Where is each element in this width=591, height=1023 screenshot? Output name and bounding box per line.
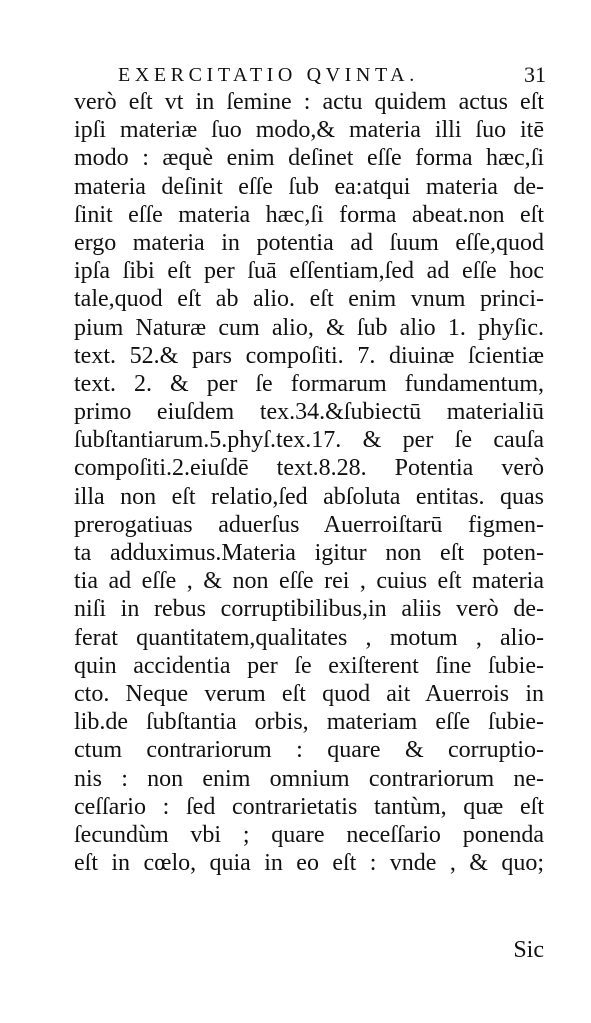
text-line: modo : æquè enim deſinet eſſe forma hæc,ſi — [74, 145, 544, 172]
text-line: pium Naturæ cum alio, & ſub alio 1. phyſic. — [74, 314, 544, 341]
body-text — [74, 88, 544, 877]
text-line: cto. Neque verum eſt quod ait Auerrois in — [74, 680, 544, 707]
catchword-row — [74, 935, 544, 965]
text-line: text. 2. & per ſe formarum fundamentum, — [74, 370, 544, 397]
running-title: EXERCITATIO QVINTA. — [118, 64, 419, 86]
text-line: ſecundùm vbi ; quare neceſſario ponenda — [74, 821, 544, 848]
text-line: ceſſario : ſed contrarietatis tantùm, quæ eſt — [74, 793, 544, 820]
text-line: illa non eſt relatio,ſed abſoluta entitas. quas — [74, 483, 544, 510]
text-line: lib.de ſubſtantia orbis, materiam eſſe ſubie- — [74, 709, 544, 736]
text-line: eſt in cœlo, quia in eo eſt : vnde , & quo; — [74, 850, 544, 877]
text-line: ferat quantitatem,qualitates , motum , alio- — [74, 624, 544, 651]
text-line: ſubſtantiarum.5.phyſ.tex.17. & per ſe cauſa — [74, 427, 544, 454]
text-line: materia deſinit eſſe ſub ea:atqui materia de- — [74, 173, 544, 200]
text-line: primo eiuſdem tex.34.&ſubiectū materialiū — [74, 399, 544, 426]
catchword: Sic — [513, 937, 544, 963]
text-line: tia ad eſſe , & non eſſe rei , cuius eſt materia — [74, 568, 544, 595]
text-line: ipſi materiæ ſuo modo,& materia illi ſuo itē — [74, 117, 544, 144]
text-line: ſinit eſſe materia hæc,ſi forma abeat.non eſt — [74, 201, 544, 228]
page-number: 31 — [524, 62, 546, 87]
text-line: prerogatiuas aduerſus Auerroiſtarū figmen- — [74, 511, 544, 538]
text-line: ipſa ſibi eſt per ſuā eſſentiam,ſed ad eſſe hoc — [74, 258, 544, 285]
text-line: verò eſt vt in ſemine : actu quidem actus eſt — [74, 89, 544, 115]
text-line: tale,quod eſt ab alio. eſt enim vnum princi- — [74, 286, 544, 313]
text-line: ergo materia in potentia ad ſuum eſſe,quod — [74, 229, 544, 256]
text-line: nis : non enim omnium contrariorum ne- — [74, 765, 544, 792]
text-line: quin accidentia per ſe exiſterent ſine ſubie- — [74, 652, 544, 679]
text-line: ctum contrariorum : quare & corruptio- — [74, 737, 544, 764]
text-line: compoſiti.2.eiuſdē text.8.28. Potentia verò — [74, 455, 544, 482]
text-line: niſi in rebus corruptibilibus,in aliis verò de- — [74, 596, 544, 623]
text-line: text. 52.& pars compoſiti. 7. diuinæ ſcientiæ — [74, 342, 544, 369]
text-line: ta adduximus.Materia igitur non eſt poten- — [74, 540, 544, 566]
